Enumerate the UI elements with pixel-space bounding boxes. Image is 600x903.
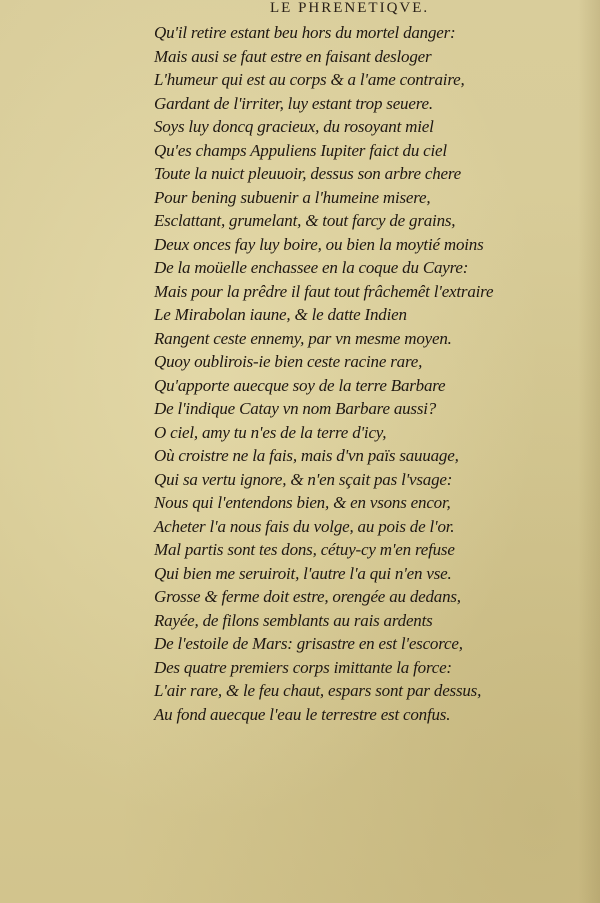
verse-line: Au fond auecque l'eau le terrestre est confus. — [154, 704, 451, 724]
verse-line: Nous qui l'entendons bien, & en vsons encor, — [154, 493, 451, 512]
verse-line: Pour bening subuenir a l'humeine misere, — [154, 187, 431, 207]
verse-line: Qui sa vertu ignore, & n'en sçait pas l'vsage: — [154, 469, 453, 489]
verse-line: Rangent ceste ennemy, par vn mesme moyen. — [154, 328, 452, 348]
verse-line: Mais pour la prêdre il faut tout frâchemêt l'extraire — [154, 281, 494, 301]
verse-line: L'humeur qui est au corps & a l'ame contraire, — [154, 70, 465, 89]
verse-line: Gardant de l'irriter, luy estant trop seuere. — [154, 93, 433, 113]
verse-line: Mais ausi se faut estre en faisant desloger — [154, 46, 432, 66]
verse-line: Mal partis sont tes dons, cétuy-cy m'en refuse — [154, 540, 455, 559]
verse-line: Qu'apporte auecque soy de la terre Barbare — [154, 375, 446, 395]
verse-line: De l'indique Catay vn nom Barbare aussi? — [154, 399, 437, 418]
verse-line: Où croistre ne la fais, mais d'vn païs sauuage, — [154, 446, 459, 465]
verse-line: Qu'es champs Appuliens Iupiter faict du ciel — [154, 140, 447, 160]
verse-line: Deux onces fay luy boire, ou bien la moytié moins — [154, 234, 484, 254]
verse-line: L'air rare, & le feu chaut, espars sont par dessus, — [154, 681, 482, 700]
running-head: LE PHRENETIQVE. — [270, 0, 430, 16]
verse-line: Toute la nuict pleuuoir, dessus son arbre chere — [154, 164, 461, 183]
poem-verse — [154, 21, 594, 726]
verse-line: Grosse & ferme doit estre, orengée au dedans, — [154, 587, 461, 606]
verse-line: Rayée, de filons semblants au rais ardents — [154, 610, 433, 630]
verse-line: Soys luy doncq gracieux, du rosoyant miel — [154, 117, 434, 136]
verse-line: De l'estoile de Mars: grisastre en est l'escorce, — [154, 634, 463, 653]
verse-line: Des quatre premiers corps imittante la force: — [154, 657, 452, 677]
verse-line: Esclattant, grumelant, & tout farcy de grains, — [154, 211, 456, 230]
verse-line: Quoy oublirois-ie bien ceste racine rare, — [154, 352, 423, 371]
verse-line: Le Mirabolan iaune, & le datte Indien — [154, 305, 407, 324]
verse-line: Qui bien me seruiroit, l'autre l'a qui n'en vse. — [154, 563, 452, 583]
verse-line: De la moüelle enchassee en la coque du Cayre: — [154, 258, 469, 277]
verse-line: Qu'il retire estant beu hors du mortel danger: — [154, 23, 456, 42]
verse-line: Acheter l'a nous fais du volge, au pois de l'or. — [154, 516, 455, 536]
verse-line: O ciel, amy tu n'es de la terre d'icy, — [154, 422, 387, 442]
